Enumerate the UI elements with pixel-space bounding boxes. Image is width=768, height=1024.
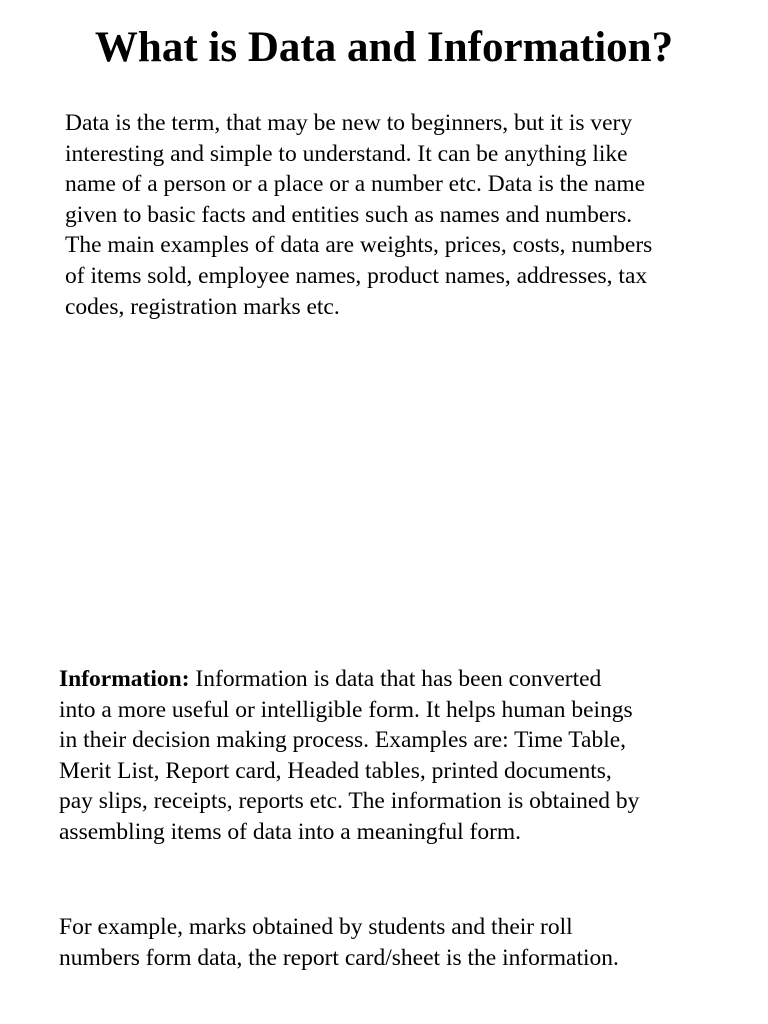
paragraph-line-rest: Information is data that has been converted xyxy=(189,666,602,692)
paragraph-line: in their decision making process. Examples are: Time Table, xyxy=(59,727,627,754)
data-paragraph xyxy=(65,108,652,322)
paragraph-line: assembling items of data into a meaningful form. xyxy=(59,818,522,845)
paragraph-line: of items sold, employee names, product names, addresses, tax xyxy=(65,262,648,289)
page-title: What is Data and Information? xyxy=(94,24,674,71)
paragraph-line: codes, registration marks etc. xyxy=(65,293,340,320)
paragraph-line: The main examples of data are weights, prices, costs, numbers xyxy=(65,232,653,259)
paragraph-line: numbers form data, the report card/sheet is the information. xyxy=(59,944,619,971)
information-label: Information: xyxy=(59,666,190,692)
paragraph-line: interesting and simple to understand. It can be anything like xyxy=(65,140,628,167)
example-paragraph xyxy=(59,912,619,973)
information-paragraph xyxy=(59,664,639,848)
paragraph-line: given to basic facts and entities such as names and numbers. xyxy=(65,201,633,228)
paragraph-line: into a more useful or intelligible form. It helps human beings xyxy=(59,696,633,723)
paragraph-first-line xyxy=(59,664,639,695)
paragraph-line: Data is the term, that may be new to beginners, but it is very xyxy=(65,110,633,136)
paragraph-line: Merit List, Report card, Headed tables, printed documents, xyxy=(59,757,612,784)
paragraph-line: name of a person or a place or a number etc. Data is the name xyxy=(65,171,646,198)
paragraph-line: For example, marks obtained by students and their roll xyxy=(59,914,573,940)
paragraph-line: pay slips, receipts, reports etc. The information is obtained by xyxy=(59,788,640,815)
